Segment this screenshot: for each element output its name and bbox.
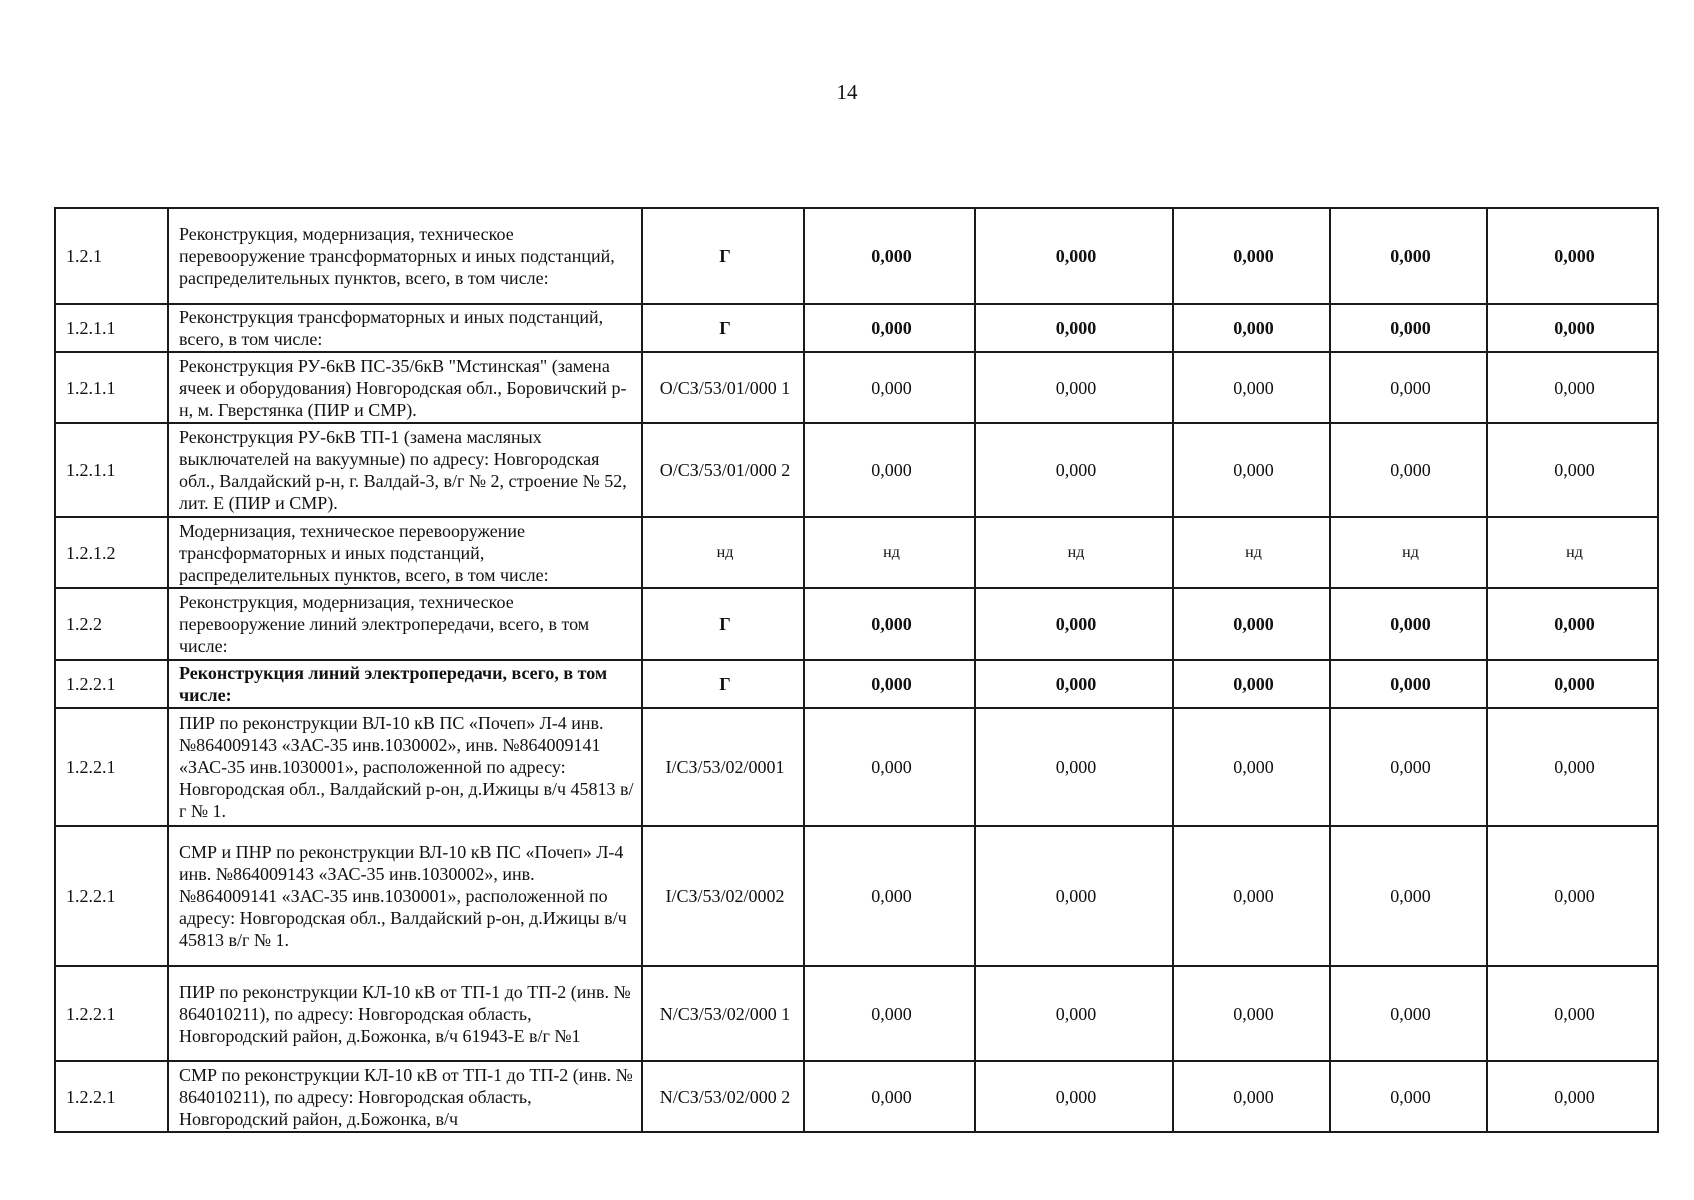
row-value-cell: 0,000 — [1487, 588, 1658, 660]
row-code-cell: Г — [642, 208, 804, 304]
row-value-cell: 0,000 — [804, 708, 975, 826]
table-row — [55, 304, 1658, 352]
row-value-cell: нд — [804, 517, 975, 588]
row-value-cell: 0,000 — [975, 208, 1173, 304]
table-row — [55, 966, 1658, 1061]
row-number-cell: 1.2.2.1 — [55, 708, 168, 826]
row-value-cell: 0,000 — [975, 304, 1173, 352]
row-name-cell: Реконструкция линий электропередачи, всего, в том числе: — [168, 660, 642, 708]
table-row — [55, 660, 1658, 708]
table-row — [55, 208, 1658, 304]
row-value-cell: 0,000 — [1487, 423, 1658, 517]
row-value-cell: 0,000 — [975, 588, 1173, 660]
row-number-cell: 1.2.1.1 — [55, 423, 168, 517]
row-code-cell: O/СЗ/53/01/000 2 — [642, 423, 804, 517]
row-name-cell: СМР по реконструкции КЛ-10 кВ от ТП-1 до ТП-2 (инв. № 864010211), по адресу: Новгородская область, Новгородский район, д.Божонка, в/ч — [168, 1061, 642, 1132]
row-code-cell: I/СЗ/53/02/0001 — [642, 708, 804, 826]
row-value-cell: 0,000 — [1330, 304, 1487, 352]
row-value-cell: 0,000 — [975, 423, 1173, 517]
row-number-cell: 1.2.2.1 — [55, 1061, 168, 1132]
row-value-cell: 0,000 — [1173, 708, 1330, 826]
row-value-cell: 0,000 — [1487, 352, 1658, 423]
row-value-cell: 0,000 — [1487, 304, 1658, 352]
row-value-cell: 0,000 — [1487, 208, 1658, 304]
row-value-cell: 0,000 — [975, 826, 1173, 966]
row-value-cell: 0,000 — [1330, 423, 1487, 517]
row-name-cell: Реконструкция, модернизация, техническое перевооружение трансформаторных и иных подстанций, распределительных пунктов, всего, в том числе: — [168, 208, 642, 304]
row-value-cell: 0,000 — [1173, 966, 1330, 1061]
row-value-cell: нд — [1173, 517, 1330, 588]
row-value-cell: 0,000 — [1487, 966, 1658, 1061]
row-value-cell: 0,000 — [804, 826, 975, 966]
row-value-cell: 0,000 — [1487, 708, 1658, 826]
row-value-cell: 0,000 — [1330, 826, 1487, 966]
row-name-cell: ПИР по реконструкции ВЛ-10 кВ ПС «Почеп» Л-4 инв. №864009143 «ЗАС-35 инв.1030002», инв. №864009141 «ЗАС-35 инв.1030001», расположенной по адресу: Новгородская обл., Валдайский р-он, д.Ижицы в/ч 45813 в/г № 1. — [168, 708, 642, 826]
row-value-cell: 0,000 — [804, 660, 975, 708]
row-value-cell: 0,000 — [1173, 1061, 1330, 1132]
table-row — [55, 352, 1658, 423]
row-code-cell: Г — [642, 588, 804, 660]
table-row — [55, 708, 1658, 826]
row-value-cell: 0,000 — [1173, 304, 1330, 352]
row-name-cell: Реконструкция РУ-6кВ ТП-1 (замена масляных выключателей на вакуумные) по адресу: Новгородская обл., Валдайский р-н, г. Валдай-3, в/г № 2, строение № 52, лит. Е (ПИР и СМР). — [168, 423, 642, 517]
row-value-cell: 0,000 — [804, 208, 975, 304]
table-row — [55, 826, 1658, 966]
row-value-cell: 0,000 — [1173, 423, 1330, 517]
row-code-cell: Г — [642, 304, 804, 352]
row-value-cell: 0,000 — [975, 708, 1173, 826]
row-value-cell: 0,000 — [1173, 660, 1330, 708]
row-value-cell: нд — [1487, 517, 1658, 588]
row-number-cell: 1.2.2.1 — [55, 660, 168, 708]
row-value-cell: 0,000 — [1173, 352, 1330, 423]
data-table — [54, 207, 1659, 1133]
table-body — [55, 208, 1658, 1132]
row-name-cell: Модернизация, техническое перевооружение трансформаторных и иных подстанций, распределительных пунктов, всего, в том числе: — [168, 517, 642, 588]
row-name-cell: ПИР по реконструкции КЛ-10 кВ от ТП-1 до ТП-2 (инв. № 864010211), по адресу: Новгородская область, Новгородский район, д.Божонка, в/ч 61943-Е в/г №1 — [168, 966, 642, 1061]
row-number-cell: 1.2.2.1 — [55, 826, 168, 966]
row-code-cell: Г — [642, 660, 804, 708]
row-value-cell: 0,000 — [1330, 660, 1487, 708]
table-row — [55, 588, 1658, 660]
row-name-cell: Реконструкция, модернизация, техническое перевооружение линий электропередачи, всего, в том числе: — [168, 588, 642, 660]
row-name-cell: СМР и ПНР по реконструкции ВЛ-10 кВ ПС «Почеп» Л-4 инв. №864009143 «ЗАС-35 инв.1030002», инв. №864009141 «ЗАС-35 инв.1030001», расположенной по адресу: Новгородская обл., Валдайский р-он, д.Ижицы в/ч 45813 в/г № 1. — [168, 826, 642, 966]
row-value-cell: 0,000 — [804, 588, 975, 660]
row-number-cell: 1.2.2 — [55, 588, 168, 660]
row-value-cell: 0,000 — [1330, 1061, 1487, 1132]
row-value-cell: 0,000 — [1330, 208, 1487, 304]
row-value-cell: 0,000 — [1330, 352, 1487, 423]
table-row — [55, 1061, 1658, 1132]
row-code-cell: I/СЗ/53/02/0002 — [642, 826, 804, 966]
row-value-cell: 0,000 — [1487, 660, 1658, 708]
row-name-cell: Реконструкция трансформаторных и иных подстанций, всего, в том числе: — [168, 304, 642, 352]
row-value-cell: 0,000 — [804, 966, 975, 1061]
row-value-cell: 0,000 — [804, 423, 975, 517]
row-value-cell: 0,000 — [1173, 588, 1330, 660]
row-value-cell: нд — [975, 517, 1173, 588]
row-code-cell: N/СЗ/53/02/000 2 — [642, 1061, 804, 1132]
row-number-cell: 1.2.1.1 — [55, 352, 168, 423]
table-row — [55, 517, 1658, 588]
row-code-cell: нд — [642, 517, 804, 588]
row-number-cell: 1.2.1.2 — [55, 517, 168, 588]
row-value-cell: 0,000 — [1330, 708, 1487, 826]
row-number-cell: 1.2.1 — [55, 208, 168, 304]
row-value-cell: нд — [1330, 517, 1487, 588]
row-value-cell: 0,000 — [1173, 208, 1330, 304]
row-value-cell: 0,000 — [804, 1061, 975, 1132]
row-value-cell: 0,000 — [1487, 1061, 1658, 1132]
row-value-cell: 0,000 — [1330, 966, 1487, 1061]
row-value-cell: 0,000 — [975, 966, 1173, 1061]
row-value-cell: 0,000 — [1173, 826, 1330, 966]
row-value-cell: 0,000 — [804, 352, 975, 423]
table-row — [55, 423, 1658, 517]
row-value-cell: 0,000 — [975, 660, 1173, 708]
row-value-cell: 0,000 — [1487, 826, 1658, 966]
page-number: 14 — [836, 80, 858, 104]
row-code-cell: N/СЗ/53/02/000 1 — [642, 966, 804, 1061]
row-number-cell: 1.2.2.1 — [55, 966, 168, 1061]
row-code-cell: O/СЗ/53/01/000 1 — [642, 352, 804, 423]
row-value-cell: 0,000 — [975, 352, 1173, 423]
row-name-cell: Реконструкция РУ-6кВ ПС-35/6кВ "Мстинская" (замена ячеек и оборудования) Новгородская обл., Боровичский р-н, м. Гверстянка (ПИР и СМР). — [168, 352, 642, 423]
row-value-cell: 0,000 — [1330, 588, 1487, 660]
row-number-cell: 1.2.1.1 — [55, 304, 168, 352]
row-value-cell: 0,000 — [804, 304, 975, 352]
row-value-cell: 0,000 — [975, 1061, 1173, 1132]
